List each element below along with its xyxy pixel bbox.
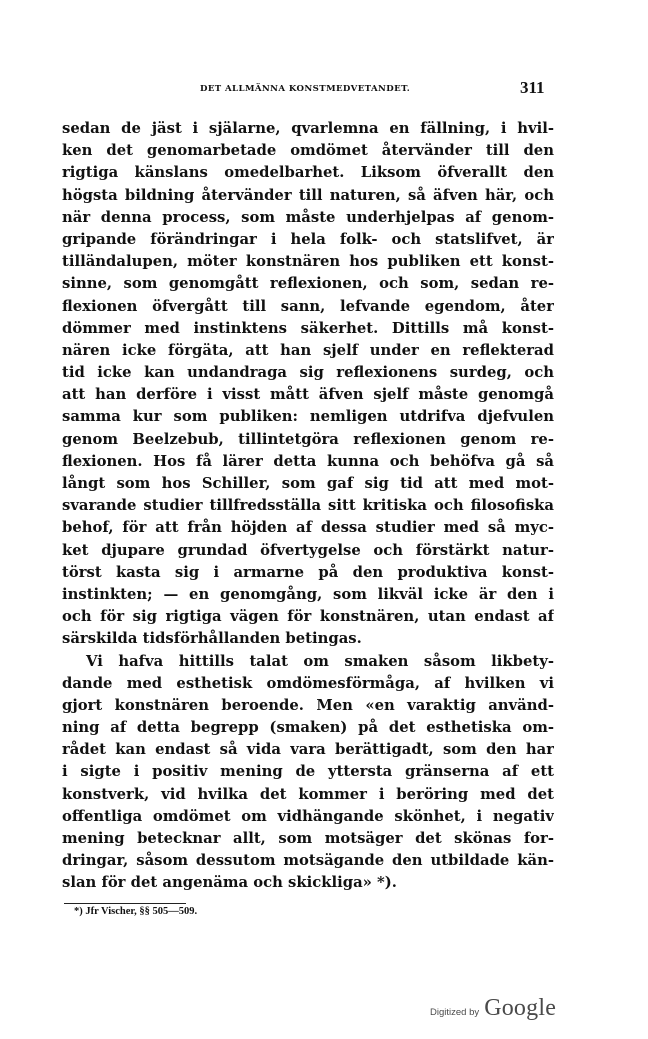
text-line: rådet kan endast så vida vara berättigadt, som den har [62, 741, 554, 759]
digitized-watermark [430, 995, 556, 1022]
text-line: dande med esthetisk omdömesförmåga, af hvilken vi [62, 674, 554, 692]
text-line: samma kur som publiken: nemligen utdrifva djefvulen [62, 408, 554, 426]
text-line: flexionen öfvergått till sann, lefvande egendom, åter [62, 297, 554, 315]
watermark-prefix: Digitized by [430, 1007, 480, 1018]
paragraph-start-line: Vi hafva hittills talat om smaken såsom likbety- [86, 652, 554, 670]
paragraph-end-line: särskilda tidsförhållanden betingas. [62, 630, 362, 648]
text-line: dringar, såsom dessutom motsägande den utbildade kän- [62, 852, 554, 870]
footnote: *) Jfr Vischer, §§ 505—509. [74, 906, 198, 917]
text-line: ket djupare grundad öfvertygelse och förstärkt natur- [62, 541, 554, 559]
text-line: flexionen. Hos få lärer detta kunna och behöfva gå så [62, 452, 554, 470]
text-line: behof, för att från höjden af dessa studier med så myc- [62, 519, 554, 537]
text-line: mening betecknar allt, som motsäger det skönas for- [62, 830, 554, 847]
text-line: gripande förändringar i hela folk- och statslifvet, är [62, 230, 554, 248]
text-line: gjort konstnären beroende. Men «en varaktig använd- [62, 696, 554, 714]
text-line: ken det genomarbetade omdömet återvänder till den [62, 142, 554, 160]
text-line: högsta bildning återvänder till naturen, så äfven här, och [62, 186, 554, 204]
text-line: tid icke kan undandraga sig reflexionens surdeg, och [62, 364, 554, 382]
text-line: rigtiga känslans omedelbarhet. Liksom öfverallt den [62, 164, 554, 182]
text-line: att han derföre i visst mått äfven sjelf måste genomgå [62, 386, 554, 404]
text-line: när denna process, som måste underhjelpas af genom- [62, 208, 554, 226]
text-line: tilländalupen, möter konstnären hos publiken ett konst- [62, 253, 554, 271]
paragraph-end-line: slan för det angenäma och skickliga» *). [62, 874, 397, 892]
text-line: offentliga omdömet om vidhängande skönhet, i negativ [62, 807, 554, 825]
text-line: dömmer med instinktens säkerhet. Dittills må konst- [62, 319, 554, 337]
footnote-divider [64, 903, 186, 904]
text-line: nären icke förgäta, att han sjelf under en reflekterad [62, 341, 554, 359]
text-line: sedan de jäst i själarne, qvarlemna en fällning, i hvil- [62, 120, 554, 137]
text-line: instinkten; — en genomgång, som likväl icke är den i [62, 585, 554, 603]
text-line: konstverk, vid hvilka det kommer i beröring med det [62, 785, 554, 803]
text-line: långt som hos Schiller, som gaf sig tid att med mot- [62, 475, 554, 492]
text-line: genom Beelzebub, tillintetgöra reflexionen genom re- [62, 430, 554, 448]
text-line: och för sig rigtiga vägen för konstnären, utan endast af [62, 608, 554, 626]
text-line: svarande studier tillfredsställa sitt kritiska och filosofiska [62, 497, 554, 515]
text-line: ning af detta begrepp (smaken) på det esthetiska om- [62, 719, 554, 737]
page-number: 311 [520, 78, 545, 97]
text-line: törst kasta sig i armarne på den produktiva konst- [62, 563, 554, 581]
text-line: i sigte i positiv mening de yttersta gränserna af ett [62, 763, 554, 781]
text-line: sinne, som genomgått reflexionen, och som, sedan re- [62, 275, 554, 293]
body-text [62, 118, 554, 895]
watermark-brand: Google [484, 995, 557, 1021]
running-head: DET ALLMÄNNA KONSTMEDVETANDET. [200, 84, 411, 94]
